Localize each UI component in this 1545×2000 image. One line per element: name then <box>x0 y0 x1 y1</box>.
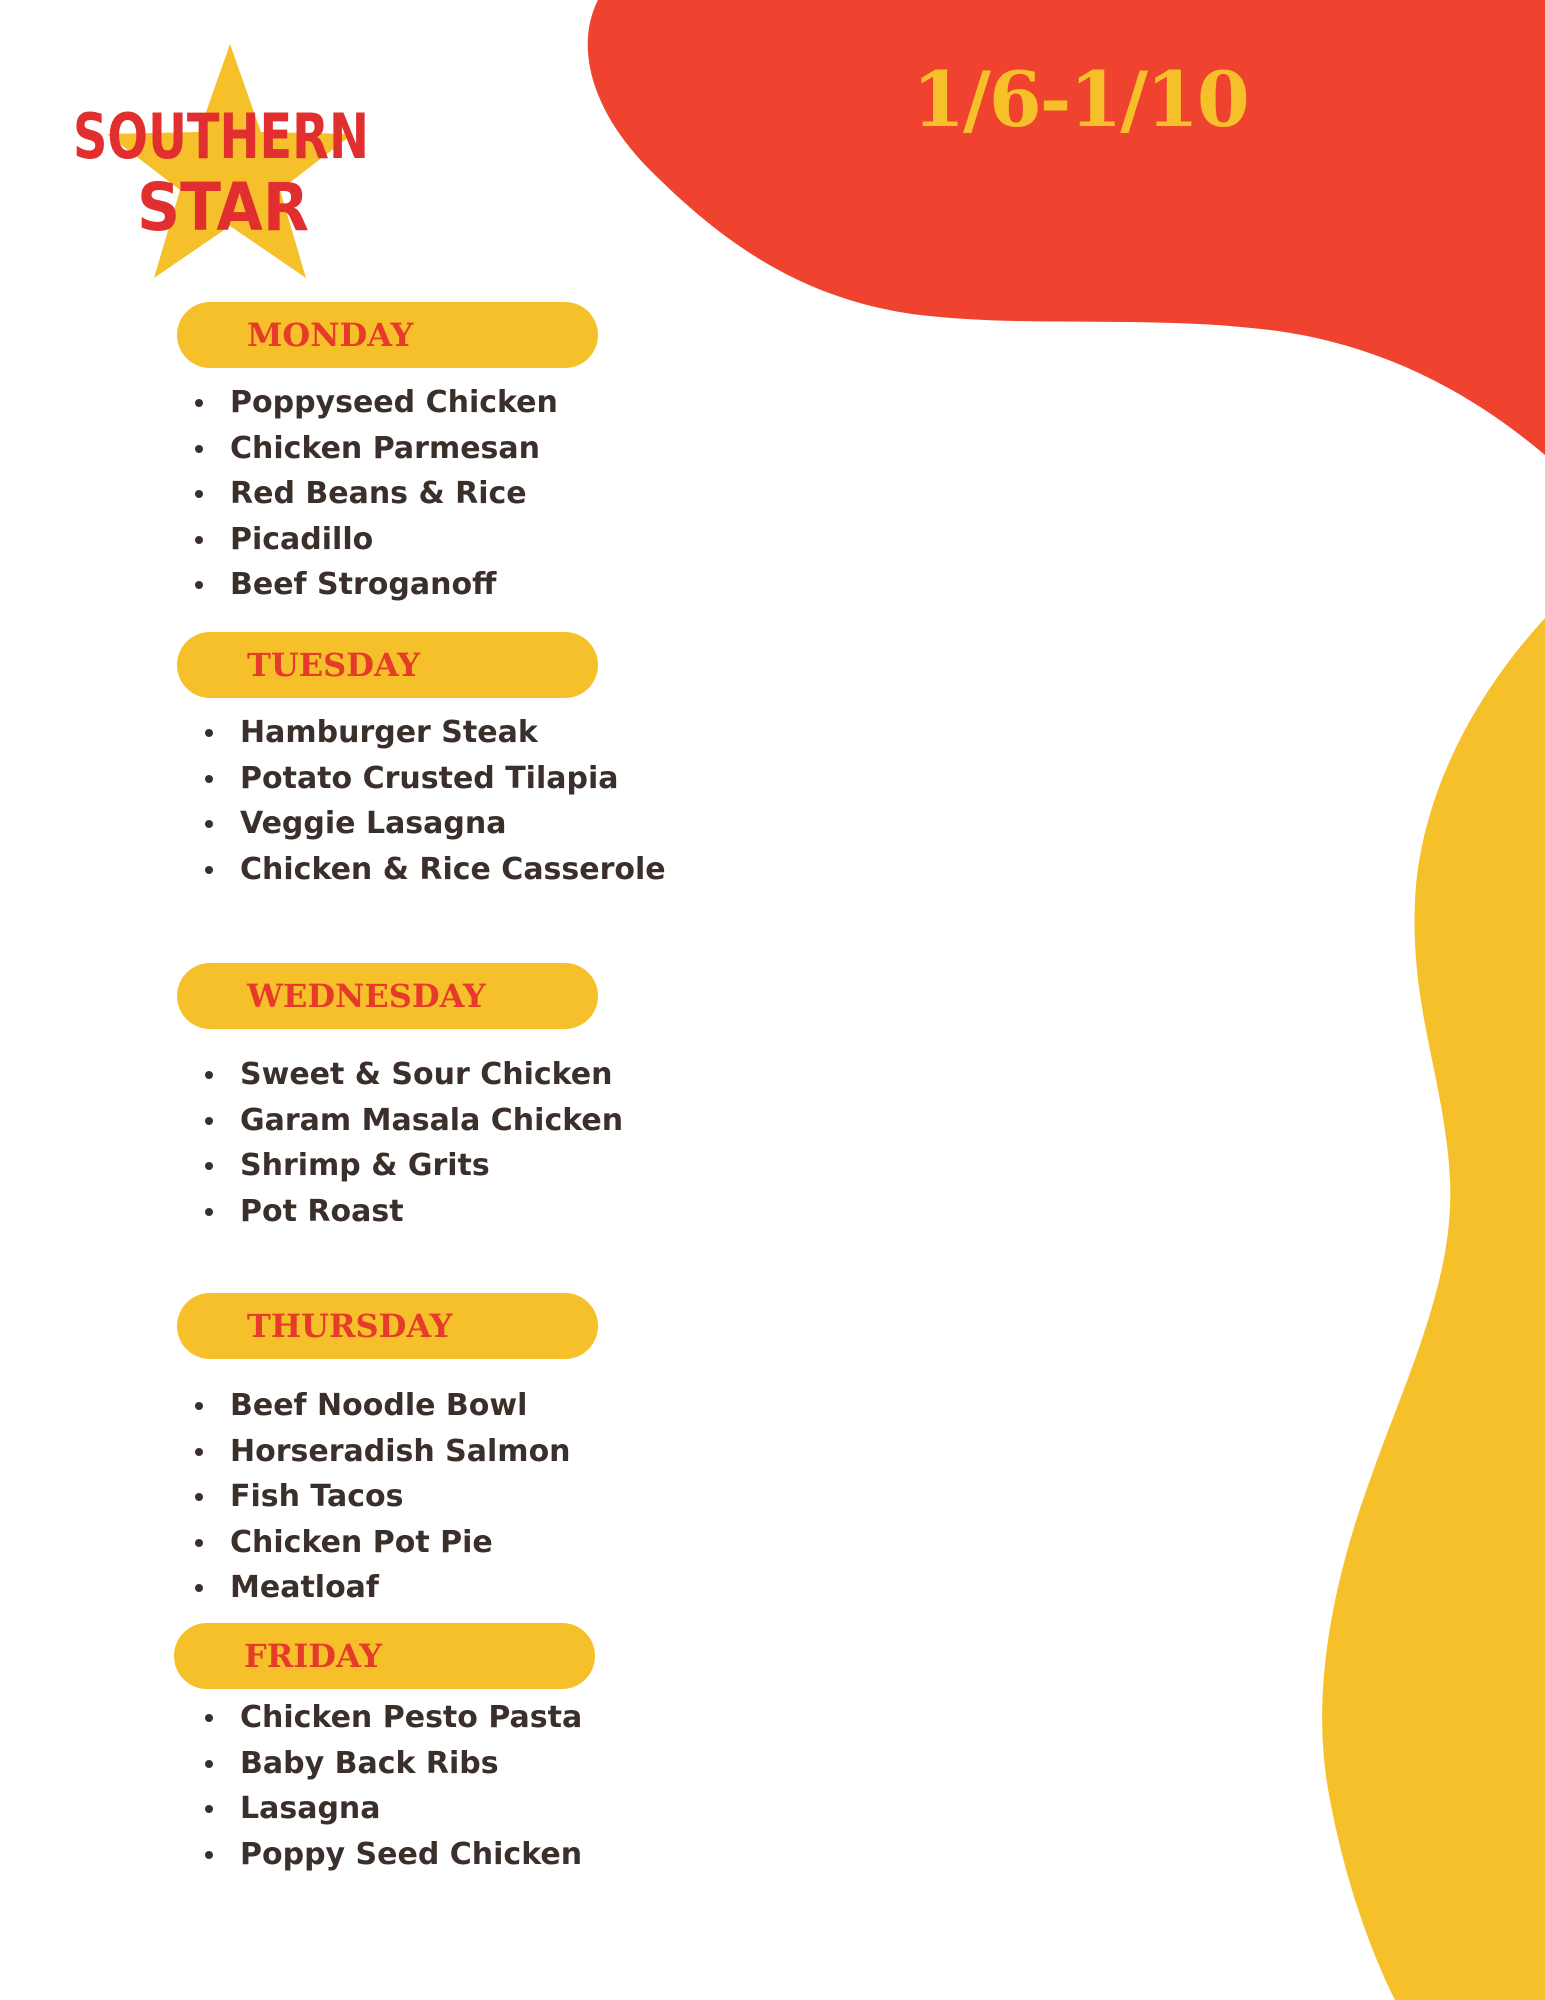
bullet-icon <box>195 536 203 544</box>
menu-item-label: Chicken & Rice Casserole <box>240 851 666 887</box>
menu-item <box>195 1383 571 1429</box>
menu-list-monday <box>195 380 558 608</box>
bullet-icon <box>205 1714 213 1722</box>
menu-item-label: Horseradish Salmon <box>230 1433 571 1469</box>
menu-item-label: Red Beans & Rice <box>230 476 527 511</box>
day-label: TUESDAY <box>247 646 421 684</box>
bullet-icon <box>195 581 203 589</box>
bullet-icon <box>195 1402 203 1410</box>
bullet-icon <box>195 399 203 407</box>
logo-line1: SOUTHERN <box>73 100 369 173</box>
menu-item-label: Baby Back Ribs <box>240 1745 499 1781</box>
bullet-icon <box>195 1448 203 1456</box>
day-label: WEDNESDAY <box>247 977 486 1015</box>
menu-item-label: Fish Tacos <box>230 1479 404 1514</box>
menu-item-label: Lasagna <box>240 1791 381 1826</box>
menu-item <box>195 517 558 563</box>
menu-item <box>195 562 558 608</box>
menu-item-label: Veggie Lasagna <box>240 806 507 841</box>
menu-item-label: Poppy Seed Chicken <box>240 1836 583 1872</box>
menu-item <box>205 847 666 893</box>
bullet-icon <box>205 1071 213 1079</box>
menu-item-label: Potato Crusted Tilapia <box>240 760 619 796</box>
day-label: THURSDAY <box>247 1307 453 1345</box>
menu-item-label: Poppyseed Chicken <box>230 385 558 420</box>
bullet-icon <box>205 1162 213 1170</box>
bullet-icon <box>195 490 203 498</box>
menu-item-label: Hamburger Steak <box>240 715 538 750</box>
day-label: MONDAY <box>247 316 414 354</box>
bullet-icon <box>195 445 203 453</box>
menu-list-wednesday <box>205 1052 623 1234</box>
date-range-title: 1/6-1/10 <box>912 55 1248 144</box>
menu-item <box>195 1565 571 1611</box>
bullet-icon <box>205 820 213 828</box>
menu-item <box>205 1741 582 1787</box>
menu-list-friday <box>205 1695 582 1877</box>
logo-line2: STAR <box>137 169 309 246</box>
bullet-icon <box>205 775 213 783</box>
menu-item <box>205 1786 582 1832</box>
menu-item-label: Garam Masala Chicken <box>240 1102 624 1138</box>
menu-item <box>195 1474 571 1520</box>
southern-star-logo <box>70 40 390 270</box>
bullet-icon <box>205 1208 213 1216</box>
bullet-icon <box>205 1805 213 1813</box>
menu-item <box>195 426 558 472</box>
day-label: FRIDAY <box>244 1637 383 1675</box>
menu-item-label: Picadillo <box>230 521 374 557</box>
menu-item-label: Meatloaf <box>230 1570 379 1605</box>
day-header-monday <box>177 302 598 368</box>
bullet-icon <box>195 1539 203 1547</box>
menu-item <box>205 1189 623 1235</box>
menu-item-label: Chicken Parmesan <box>230 430 541 466</box>
bullet-icon <box>205 729 213 737</box>
menu-item-label: Chicken Pot Pie <box>230 1524 493 1560</box>
menu-item <box>205 1695 582 1741</box>
menu-item <box>195 1429 571 1475</box>
day-header-wednesday <box>177 963 598 1029</box>
menu-item <box>205 710 666 756</box>
menu-item <box>205 1832 582 1878</box>
menu-list-thursday <box>195 1383 571 1611</box>
bullet-icon <box>195 1493 203 1501</box>
menu-item <box>205 1143 623 1189</box>
menu-item <box>195 380 558 426</box>
menu-item <box>205 1052 623 1098</box>
menu-item-label: Beef Stroganoff <box>230 567 497 602</box>
menu-item-label: Sweet & Sour Chicken <box>240 1057 613 1092</box>
menu-list-tuesday <box>205 710 666 892</box>
bullet-icon <box>205 1760 213 1768</box>
bullet-icon <box>205 866 213 874</box>
menu-item <box>205 801 666 847</box>
menu-item <box>195 471 558 517</box>
day-header-tuesday <box>177 632 598 698</box>
yellow-blob <box>1322 618 1545 2000</box>
menu-item <box>205 756 666 802</box>
menu-item <box>195 1520 571 1566</box>
bullet-icon <box>195 1584 203 1592</box>
menu-item-label: Beef Noodle Bowl <box>230 1388 528 1423</box>
menu-item-label: Shrimp & Grits <box>240 1148 490 1183</box>
day-header-thursday <box>177 1293 598 1359</box>
menu-item-label: Pot Roast <box>240 1193 404 1229</box>
bullet-icon <box>205 1117 213 1125</box>
menu-item-label: Chicken Pesto Pasta <box>240 1700 583 1735</box>
menu-item <box>205 1098 623 1144</box>
day-header-friday <box>174 1623 595 1689</box>
bullet-icon <box>205 1851 213 1859</box>
